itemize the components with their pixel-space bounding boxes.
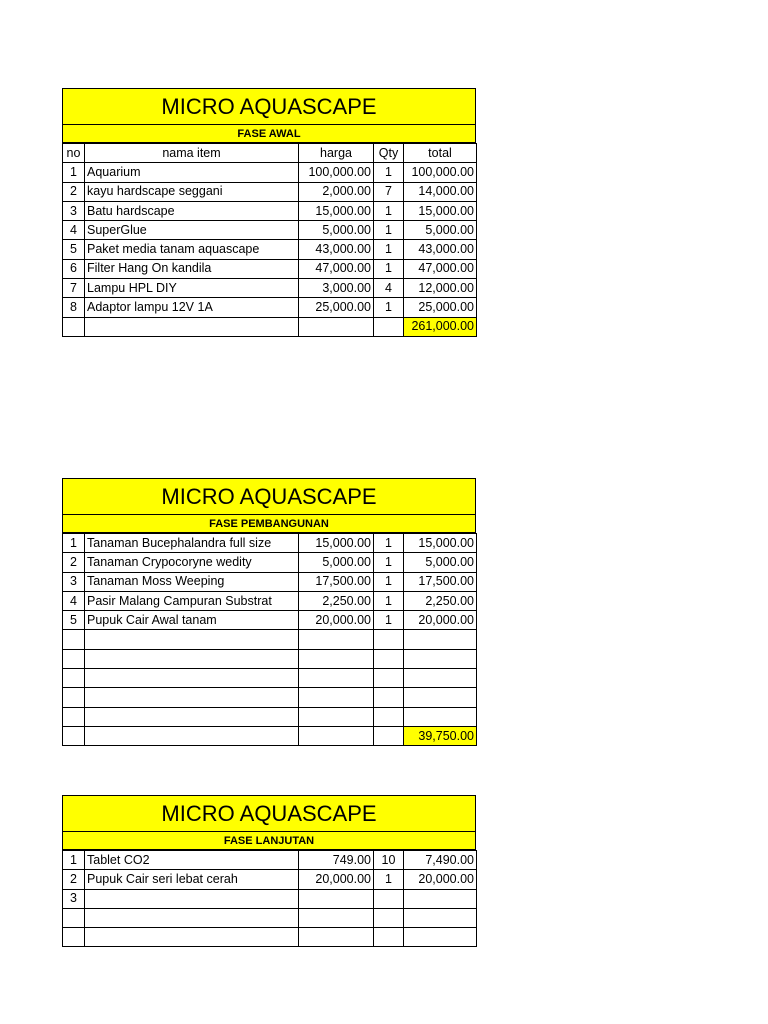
cell-no: 3 [63, 201, 85, 220]
cell-harga [299, 726, 374, 745]
cell-no: 1 [63, 163, 85, 182]
cell-no: 3 [63, 572, 85, 591]
cell-no: 3 [63, 889, 85, 908]
cell-harga [299, 630, 374, 649]
grand-total-cell: 39,750.00 [404, 726, 477, 745]
cell-no: 2 [63, 553, 85, 572]
table-total-row [63, 726, 477, 745]
table-row [63, 908, 477, 927]
cell-qty: 1 [374, 591, 404, 610]
table-row [63, 870, 477, 889]
cell-no: 2 [63, 182, 85, 201]
table-row [63, 534, 477, 553]
phase-label: FASE PEMBANGUNAN [62, 515, 476, 533]
cell-no: 2 [63, 870, 85, 889]
phase-label: FASE LANJUTAN [62, 832, 476, 850]
cell-item: Tanaman Moss Weeping [85, 572, 299, 591]
cell-item: Aquarium [85, 163, 299, 182]
cell-total [404, 669, 477, 688]
cell-qty [374, 889, 404, 908]
cell-harga [299, 669, 374, 688]
header-harga: harga [299, 144, 374, 163]
cell-total: 47,000.00 [404, 259, 477, 278]
cell-total: 15,000.00 [404, 201, 477, 220]
cell-qty [374, 688, 404, 707]
cell-total: 20,000.00 [404, 870, 477, 889]
cell-qty: 1 [374, 611, 404, 630]
table-row [63, 669, 477, 688]
cell-no: 5 [63, 611, 85, 630]
cell-no: 5 [63, 240, 85, 259]
cell-harga: 5,000.00 [299, 553, 374, 572]
cell-no: 4 [63, 591, 85, 610]
item-table [62, 533, 477, 746]
cell-harga [299, 649, 374, 668]
cell-item [85, 649, 299, 668]
cell-total [404, 928, 477, 947]
cell-qty [374, 669, 404, 688]
cell-no: 1 [63, 534, 85, 553]
cell-item [85, 630, 299, 649]
cell-no [63, 726, 85, 745]
cell-harga [299, 688, 374, 707]
cell-total [404, 688, 477, 707]
cell-item: Batu hardscape [85, 201, 299, 220]
cell-qty [374, 908, 404, 927]
cell-harga: 25,000.00 [299, 298, 374, 317]
table-row [63, 240, 477, 259]
table-row [63, 553, 477, 572]
cell-item [85, 908, 299, 927]
cell-item: Pasir Malang Campuran Substrat [85, 591, 299, 610]
cell-total: 43,000.00 [404, 240, 477, 259]
cell-total [404, 908, 477, 927]
table-row [63, 707, 477, 726]
cell-qty [374, 317, 404, 336]
cell-qty: 1 [374, 163, 404, 182]
cell-qty [374, 630, 404, 649]
header-item: nama item [85, 144, 299, 163]
cell-harga: 15,000.00 [299, 534, 374, 553]
cell-harga: 47,000.00 [299, 259, 374, 278]
cell-qty: 10 [374, 851, 404, 870]
item-table [62, 850, 477, 947]
cell-total: 12,000.00 [404, 279, 477, 298]
cell-harga: 3,000.00 [299, 279, 374, 298]
cell-no: 8 [63, 298, 85, 317]
cell-harga: 43,000.00 [299, 240, 374, 259]
sheet-title: MICRO AQUASCAPE [62, 88, 476, 125]
cell-total [404, 649, 477, 668]
table-row [63, 298, 477, 317]
cell-item: Tanaman Bucephalandra full size [85, 534, 299, 553]
cell-item: Tablet CO2 [85, 851, 299, 870]
table-row [63, 201, 477, 220]
sheet-title: MICRO AQUASCAPE [62, 795, 476, 832]
cell-item: Paket media tanam aquascape [85, 240, 299, 259]
cell-no: 6 [63, 259, 85, 278]
table-row [63, 630, 477, 649]
table-header-row [63, 144, 477, 163]
cell-item: Pupuk Cair Awal tanam [85, 611, 299, 630]
cell-qty: 1 [374, 534, 404, 553]
table-total-row [63, 317, 477, 336]
table-row [63, 279, 477, 298]
cell-harga: 17,500.00 [299, 572, 374, 591]
cell-harga: 2,250.00 [299, 591, 374, 610]
cell-qty [374, 707, 404, 726]
cell-no [63, 688, 85, 707]
phase-label: FASE AWAL [62, 125, 476, 143]
header-no: no [63, 144, 85, 163]
table-row [63, 591, 477, 610]
cell-no [63, 630, 85, 649]
sheet-title: MICRO AQUASCAPE [62, 478, 476, 515]
cell-harga [299, 928, 374, 947]
cell-qty [374, 726, 404, 745]
cell-qty: 1 [374, 298, 404, 317]
cell-item [85, 669, 299, 688]
cell-qty: 1 [374, 240, 404, 259]
cell-item: Pupuk Cair seri lebat cerah [85, 870, 299, 889]
cell-item [85, 707, 299, 726]
cell-qty [374, 928, 404, 947]
cell-total: 2,250.00 [404, 591, 477, 610]
cell-no: 7 [63, 279, 85, 298]
item-table [62, 143, 477, 337]
cell-no: 1 [63, 851, 85, 870]
cell-harga: 20,000.00 [299, 870, 374, 889]
table-row [63, 851, 477, 870]
cell-qty: 7 [374, 182, 404, 201]
cell-total [404, 630, 477, 649]
cell-harga: 100,000.00 [299, 163, 374, 182]
cell-qty: 1 [374, 870, 404, 889]
table-row [63, 649, 477, 668]
cell-qty: 4 [374, 279, 404, 298]
table-row [63, 688, 477, 707]
cell-total: 17,500.00 [404, 572, 477, 591]
header-total: total [404, 144, 477, 163]
cell-harga: 20,000.00 [299, 611, 374, 630]
cell-harga [299, 317, 374, 336]
table-row [63, 259, 477, 278]
cell-item: Lampu HPL DIY [85, 279, 299, 298]
cell-harga [299, 908, 374, 927]
cell-harga: 15,000.00 [299, 201, 374, 220]
sheet-fase-lanjutan [62, 795, 476, 947]
sheet-fase-awal [62, 88, 476, 337]
cell-qty: 1 [374, 259, 404, 278]
cell-qty: 1 [374, 221, 404, 240]
cell-total: 25,000.00 [404, 298, 477, 317]
cell-total: 7,490.00 [404, 851, 477, 870]
header-qty: Qty [374, 144, 404, 163]
cell-harga: 5,000.00 [299, 221, 374, 240]
cell-total [404, 707, 477, 726]
table-row [63, 928, 477, 947]
cell-item: Adaptor lampu 12V 1A [85, 298, 299, 317]
cell-total: 5,000.00 [404, 221, 477, 240]
table-row [63, 221, 477, 240]
sheet-fase-pembangunan [62, 478, 476, 746]
cell-total: 100,000.00 [404, 163, 477, 182]
cell-no [63, 669, 85, 688]
cell-no [63, 707, 85, 726]
cell-qty: 1 [374, 572, 404, 591]
cell-no [63, 908, 85, 927]
cell-qty [374, 649, 404, 668]
cell-qty: 1 [374, 553, 404, 572]
table-row [63, 182, 477, 201]
cell-total: 5,000.00 [404, 553, 477, 572]
cell-item [85, 688, 299, 707]
cell-total: 15,000.00 [404, 534, 477, 553]
cell-item: Filter Hang On kandila [85, 259, 299, 278]
cell-no: 4 [63, 221, 85, 240]
cell-item: Tanaman Crypocoryne wedity [85, 553, 299, 572]
cell-item: kayu hardscape seggani [85, 182, 299, 201]
cell-no [63, 928, 85, 947]
cell-item [85, 726, 299, 745]
cell-harga: 2,000.00 [299, 182, 374, 201]
cell-item [85, 889, 299, 908]
cell-total: 20,000.00 [404, 611, 477, 630]
cell-total [404, 889, 477, 908]
table-row [63, 572, 477, 591]
cell-item: SuperGlue [85, 221, 299, 240]
cell-total: 14,000.00 [404, 182, 477, 201]
table-row [63, 611, 477, 630]
cell-harga [299, 889, 374, 908]
grand-total-cell: 261,000.00 [404, 317, 477, 336]
table-row [63, 163, 477, 182]
table-row [63, 889, 477, 908]
cell-no [63, 649, 85, 668]
cell-harga [299, 707, 374, 726]
cell-qty: 1 [374, 201, 404, 220]
cell-item [85, 928, 299, 947]
cell-harga: 749.00 [299, 851, 374, 870]
cell-item [85, 317, 299, 336]
cell-no [63, 317, 85, 336]
